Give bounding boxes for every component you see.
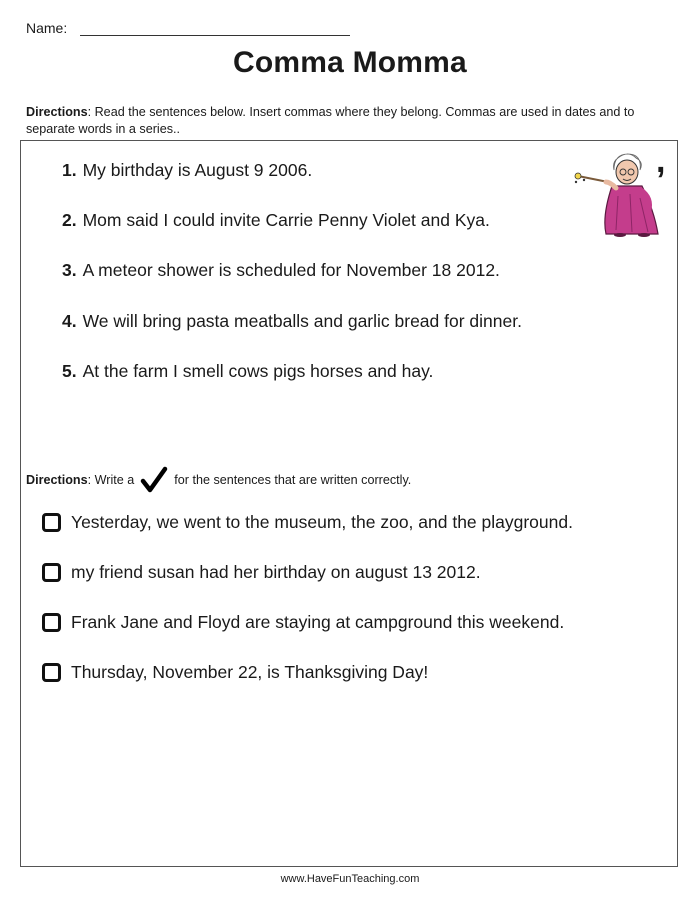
sentence-text: At the farm I smell cows pigs horses and hay. [82,361,434,381]
check-item-text: Frank Jane and Floyd are staying at campground this weekend. [71,612,565,632]
sentence-2 [62,210,490,231]
directions-2-label: Directions [26,473,88,487]
sentence-text: A meteor shower is scheduled for November 18 2012. [82,260,500,280]
check-item-1 [42,512,573,533]
check-item-4 [42,662,428,683]
page-title: Comma Momma [233,46,467,79]
checkbox[interactable] [42,563,61,582]
sentence-number: 2. [62,210,77,230]
directions-2-text-after: for the sentences that are written correctly. [174,473,412,487]
directions-1-text: : Read the sentences below. Insert commas where they belong. Commas are used in dates and to separate words in a series.. [26,105,635,136]
check-item-text: my friend susan had her birthday on august 13 2012. [71,562,481,582]
checkbox[interactable] [42,613,61,632]
name-blank-line[interactable] [80,35,350,36]
check-item-3 [42,612,564,633]
sentence-3 [62,260,500,281]
checkbox[interactable] [42,663,61,682]
directions-2 [26,466,411,494]
name-label: Name: [26,20,68,36]
worksheet-box [20,140,678,867]
sentence-text: We will bring pasta meatballs and garlic bread for dinner. [82,311,522,331]
sentence-1 [62,160,312,181]
directions-1-label: Directions [26,105,88,119]
sentence-text: Mom said I could invite Carrie Penny Violet and Kya. [82,210,490,230]
sentence-number: 5. [62,361,77,381]
checkbox[interactable] [42,513,61,532]
sentence-number: 4. [62,311,77,331]
checkmark-icon [140,466,168,494]
directions-1 [26,104,676,138]
comma-glyph: , [656,142,666,180]
sentence-text: My birthday is August 9 2006. [82,160,313,180]
sentence-number: 3. [62,260,77,280]
check-item-text: Yesterday, we went to the museum, the zoo, and the playground. [71,512,573,532]
check-item-text: Thursday, November 22, is Thanksgiving Day! [71,662,429,682]
sentence-4 [62,311,522,332]
sentence-5 [62,361,433,382]
directions-2-text-before: : Write a [87,473,135,487]
footer-url: www.HaveFunTeaching.com [280,873,420,885]
sentence-number: 1. [62,160,77,180]
check-item-2 [42,562,481,583]
